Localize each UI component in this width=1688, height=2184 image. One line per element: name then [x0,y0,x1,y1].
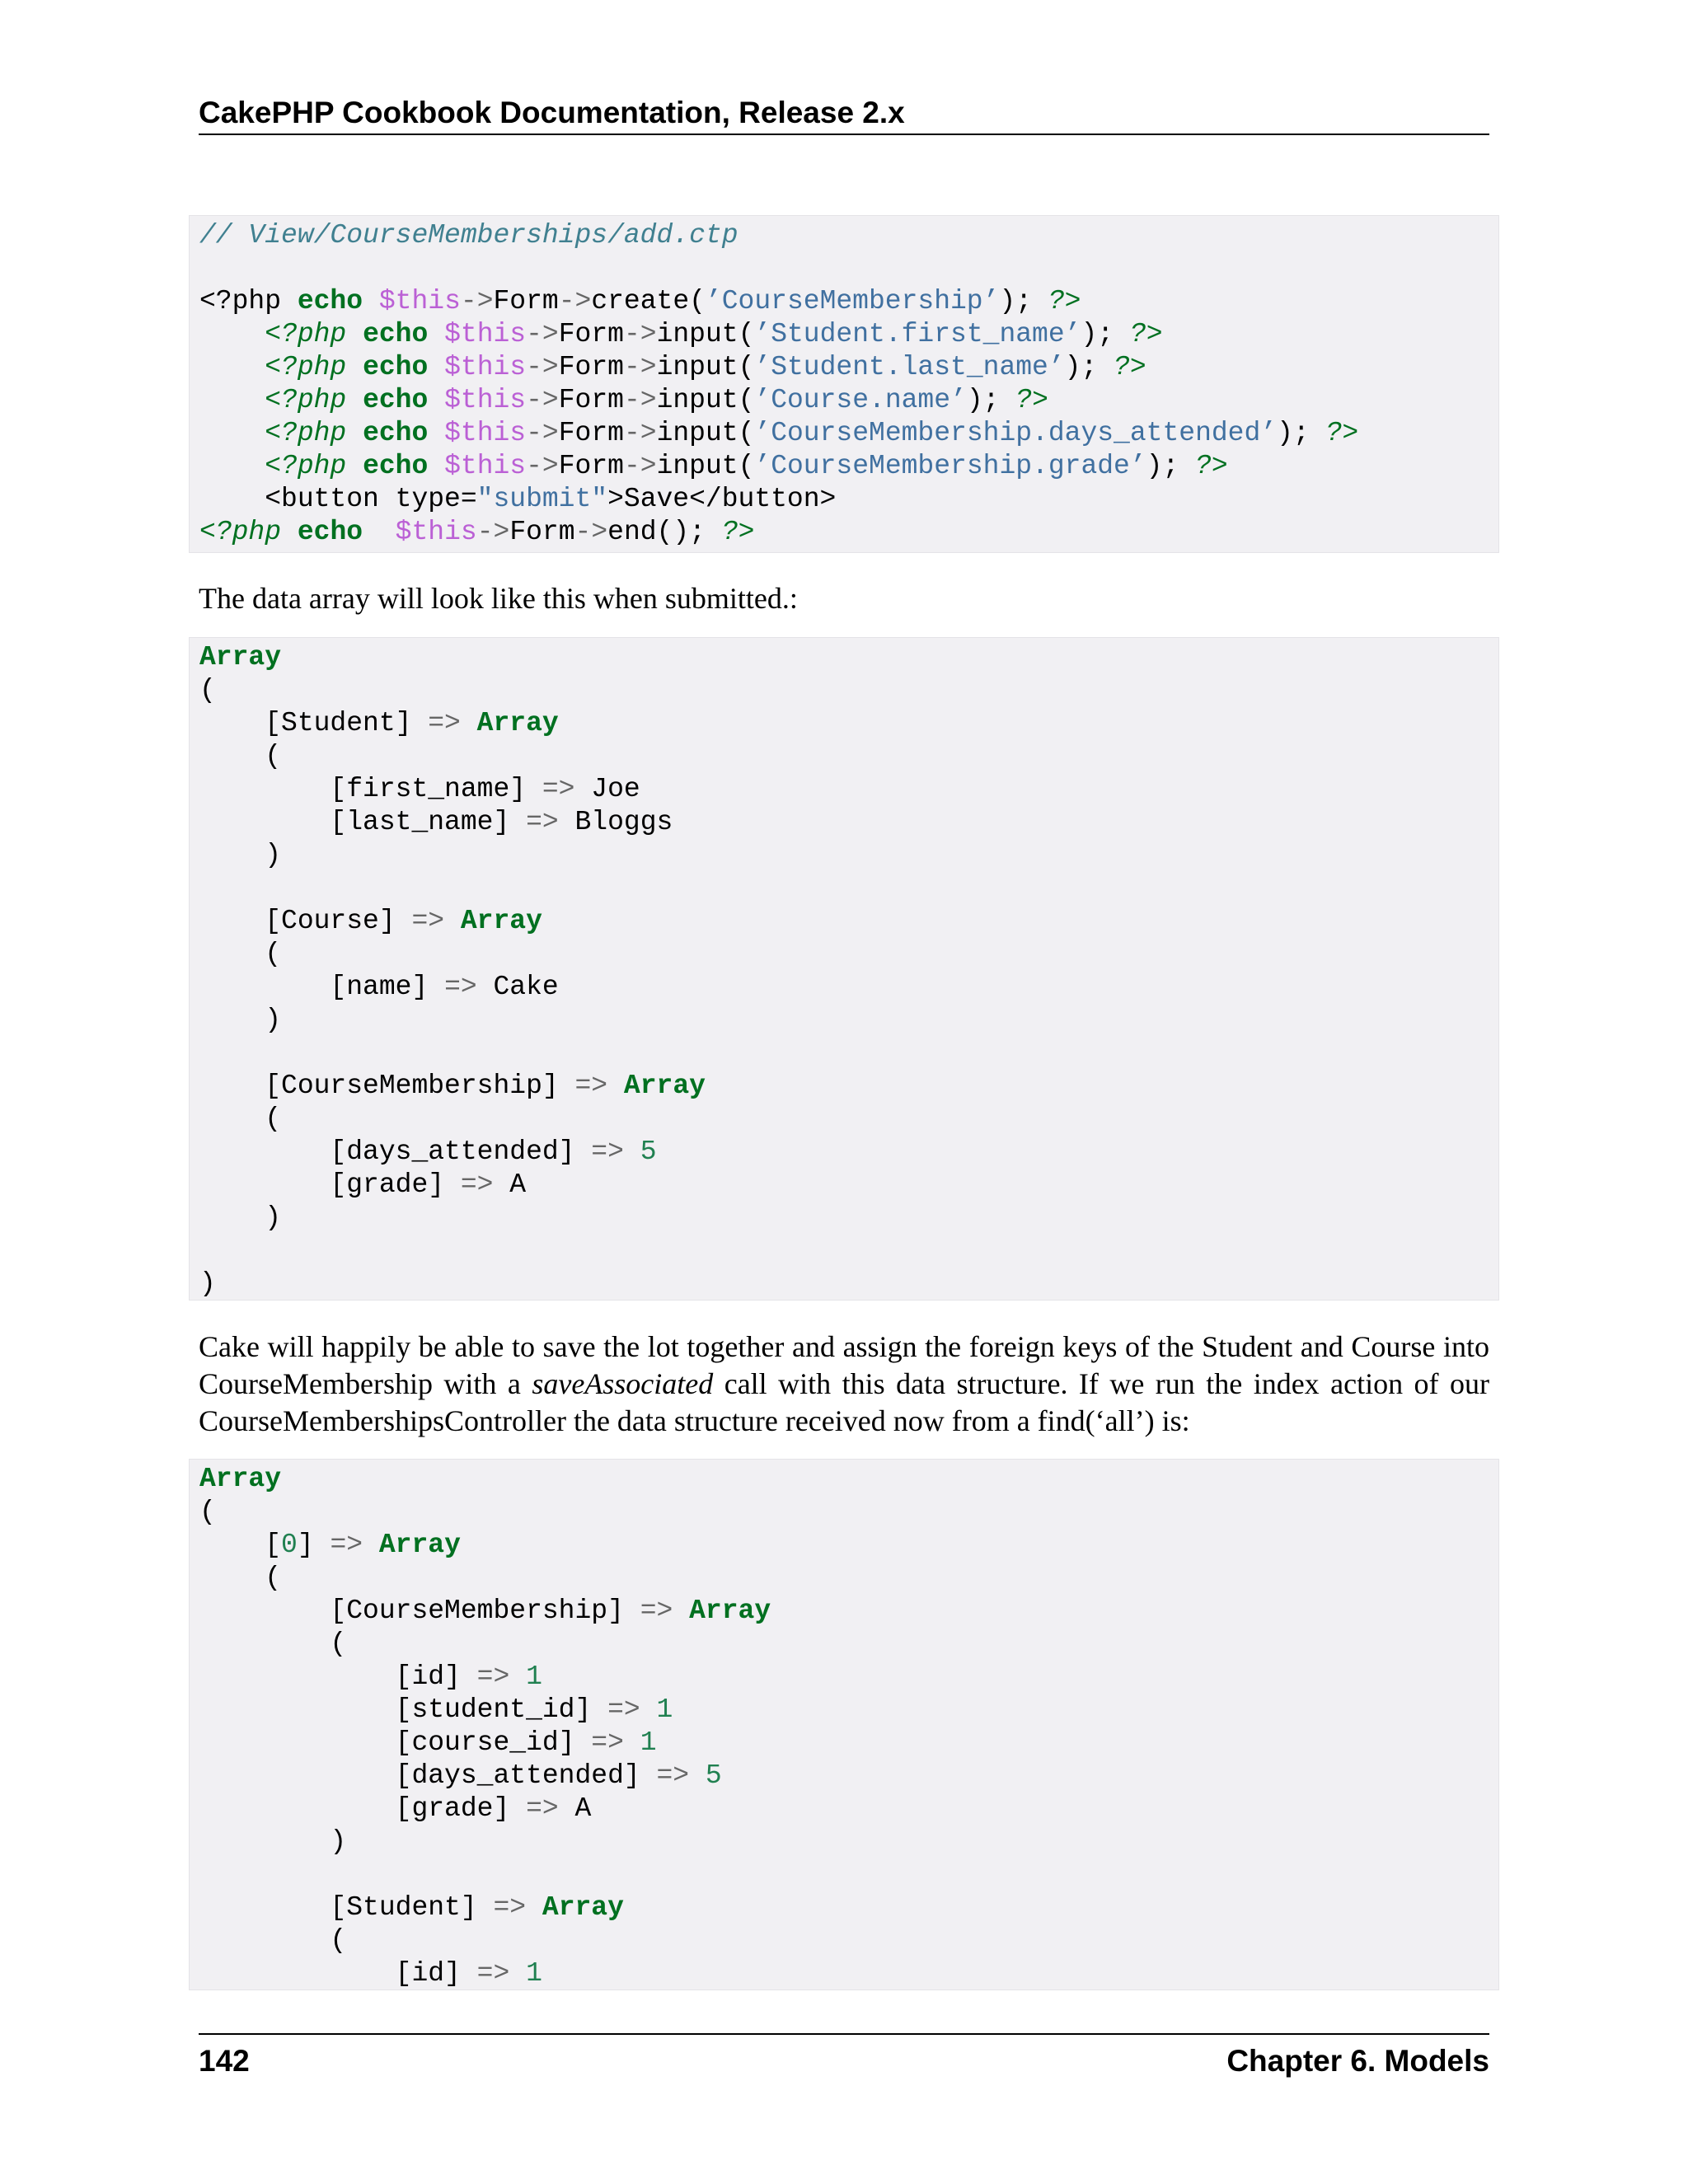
code-line [199,1235,1498,1268]
footer-rule [199,2033,1489,2035]
code-line: [CourseMembership] => Array [199,1596,771,1626]
code-line: [Student] => Array [199,708,559,738]
code-line: <?php echo $this->Form->end(); ?> [199,517,755,547]
code-line: ) [199,1005,282,1035]
code-line: <?php echo $this->Form->input(’Course.name’); ?> [265,385,1048,415]
code-line: [student_id] => 1 [199,1694,673,1725]
code-line: Array [199,1464,282,1494]
header-rule [199,134,1489,135]
code-line [199,872,1498,905]
code-line: [Student] => Array [199,1892,624,1923]
code-line: ( [199,675,216,705]
chapter-title: Chapter 6. Models [1226,2044,1489,2078]
code-line: ) [199,1202,282,1233]
code-line: // View/CourseMemberships/add.ctp [199,220,738,251]
code-line: [days_attended] => 5 [199,1760,722,1791]
save-associated-emphasis: saveAssociated [532,1367,714,1400]
code-line: ) [199,1826,347,1857]
code-line: [id] => 1 [199,1958,542,1989]
code-line: ( [199,1925,347,1956]
code-line: ( [199,1563,282,1593]
paragraph-save-associated-part2: call with this data structure. If we run the index action of our CourseMembershipsController the data structure received now from a find(‘all’) is: [199,1367,1489,1437]
paragraph-save-associated-part1: Cake will happily be able to save the lot together and assign the foreign keys of the Student and Course into CourseMembership with a [199,1330,1489,1400]
code-line: [Course] => Array [199,906,542,936]
code-line: [name] => Cake [199,972,559,1002]
code-line: [last_name] => Bloggs [199,807,673,837]
code-line: <?php echo $this->Form->input(’CourseMembership.days_attended’); ?> [265,418,1359,448]
code-line: ( [199,741,282,771]
code-line: [grade] => A [199,1793,592,1824]
code-line: [CourseMembership] => Array [199,1071,706,1101]
code-line: ( [199,1629,347,1659]
code-line: [grade] => A [199,1169,527,1200]
code-block-submitted-array [189,637,1499,1301]
code-line: [days_attended] => 5 [199,1137,657,1167]
code-line: [id] => 1 [199,1661,542,1692]
code-line: Array [199,642,282,673]
code-line: <?php echo $this->Form->input(’Student.last_name’); ?> [265,352,1146,382]
paragraph-save-associated [199,1329,1489,1440]
code-line: ( [199,1497,216,1527]
running-header-title: CakePHP Cookbook Documentation, Release 2.x [199,96,905,129]
code-block-find-all-result [189,1459,1499,1990]
page-number: 142 [199,2044,250,2078]
code-line: ) [199,1268,216,1299]
code-line: ( [199,939,282,969]
code-line [199,252,1498,285]
code-line: <?php echo $this->Form->input(’Student.first_name’); ?> [265,319,1163,349]
code-line: [first_name] => Joe [199,774,640,804]
paragraph-data-array-intro: The data array will look like this when submitted.: [199,582,798,615]
code-line: [0] => Array [199,1530,461,1560]
code-line [199,1037,1498,1070]
code-line: ) [199,840,282,870]
code-line: <button type="submit">Save</button> [199,484,837,514]
code-line: <?php echo $this->Form->input(’CourseMembership.grade’); ?> [265,451,1228,481]
code-block-add-ctp [189,215,1499,553]
code-line [199,1858,1498,1891]
code-line: [course_id] => 1 [199,1727,657,1758]
code-line: <?php echo $this->Form->create(’CourseMembership’); ?> [199,286,1081,316]
code-line: ( [199,1104,282,1134]
